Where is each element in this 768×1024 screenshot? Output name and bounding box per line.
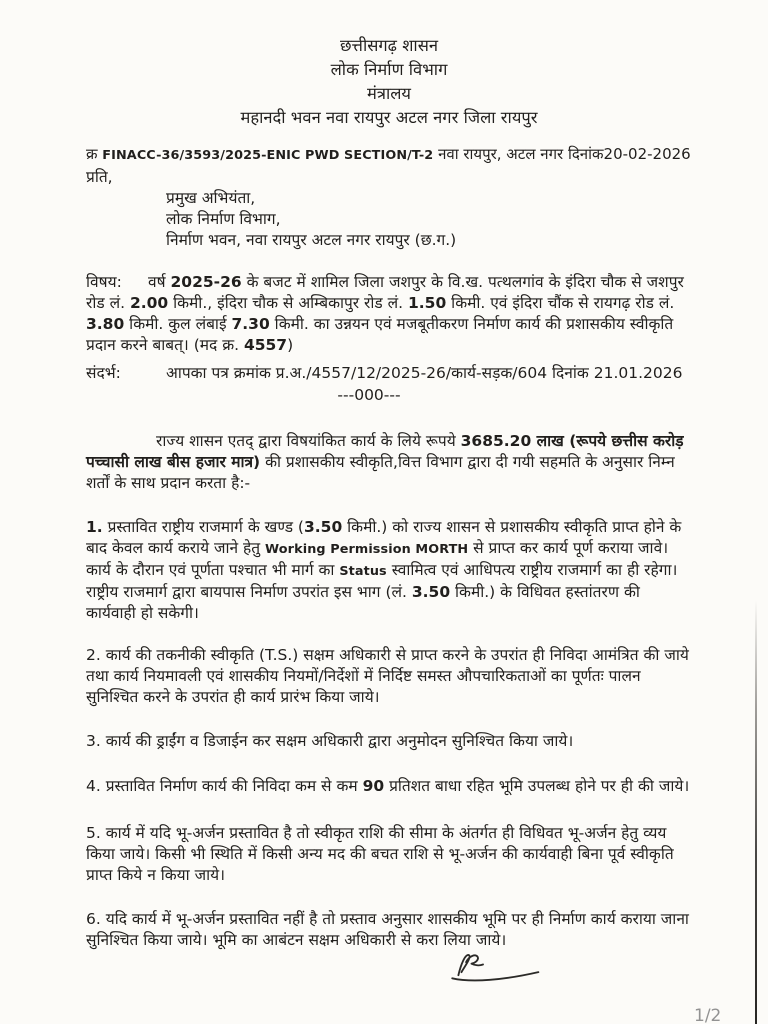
condition-paragraph-5: 5. कार्य में यदि भू-अर्जन प्रस्तावित है तो स्वीकृत राशि की सीमा के अंतर्गत ही विधिवत भू-अर्जन हेतु व्यय किया जाये। किसी भी स्थिति में किसी अन्य मद की बचत राशि से भू-अर्जन की कार्यवाही बिना पूर्व स्वीकृति प्राप्त किये न किया जाये। bbox=[86, 824, 674, 884]
condition-paragraph-6: 6. यदि कार्य में भू-अर्जन प्रस्तावित नहीं है तो प्रस्ताव अनुसार शासकीय भूमि पर ही निर्माण कार्य कराया जाना सुनिश्चित किया जाये। भूमि का आबंटन सक्षम अधिकारी से करा लिया जाये। bbox=[86, 910, 689, 949]
separator-ooo: ---000--- bbox=[337, 386, 401, 404]
condition-paragraph-1: 1. प्रस्तावित राष्ट्रीय राजमार्ग के खण्ड (3.50 किमी.) को राज्य शासन से प्रशासकीय स्वीकृति प्राप्त होने के बाद केवल कार्य कराये जाने हेतु Working Permission MORTH से प्राप्त कर कार्य पूर्ण कराया जावे। कार्य के दौरान एवं पूर्णता पश्चात भी मार्ग का Status स्वामित्व एवं आधिपत्य राष्ट्रीय राजमार्ग का ही रहेगा। राष्ट्रीय राजमार्ग द्वारा बायपास निर्माण उपरांत इस भाग (लं. 3.50 किमी.) के विधिवत हस्तांतरण की कार्यवाही हो सकेगी। bbox=[86, 518, 682, 622]
condition-paragraph-2: 2. कार्य की तकनीकी स्वीकृति (T.S.) सक्षम अधिकारी से प्राप्त करने के उपरांत ही निविदा आमंत्रित की जाये तथा कार्य नियमावली एवं शासकीय नियमों/निर्देशों में निर्दिष्ट समस्त औपचारिकताओं का पूर्णतः पालन सुनिश्चित करने के उपरांत ही कार्य प्रारंभ किया जाये। bbox=[86, 646, 689, 706]
condition-paragraph-4: 4. प्रस्तावित निर्माण कार्य की निविदा कम से कम 90 प्रतिशत बाधा रहित भूमि उपलब्ध होने पर ही की जाये। bbox=[86, 777, 690, 795]
reference-label: संदर्भ: bbox=[86, 364, 121, 382]
addressee-address: निर्माण भवन, नवा रायपुर अटल नगर रायपुर (छ.ग.) bbox=[166, 231, 457, 249]
reference-row bbox=[86, 363, 692, 384]
sanction-intro-paragraph: राज्य शासन एतद् द्वारा विषयांकित कार्य के लिये रूपये 3685.20 लाख (रूपये छत्तीस करोड़ पच्चासी लाख बीस हजार मात्र) की प्रशासकीय स्वीकृति,वित्त विभाग द्वारा दी गयी सहमति के अनुसार निम्न शर्तों के साथ प्रदान करता है:- bbox=[86, 432, 684, 492]
condition-paragraph-3: 3. कार्य की ड्राईंग व डिजाईन कर सक्षम अधिकारी द्वारा अनुमोदन सुनिश्चित किया जाये। bbox=[86, 732, 574, 750]
letterhead-department: लोक निर्माण विभाग bbox=[330, 60, 448, 79]
addressee-department: लोक निर्माण विभाग, bbox=[166, 210, 281, 228]
salutation: प्रति, bbox=[86, 168, 113, 186]
addressee-designation: प्रमुख अभियंता, bbox=[166, 189, 256, 207]
subject-row bbox=[86, 272, 692, 356]
letterhead-address: महानदी भवन नवा रायपुर अटल नगर जिला रायपुर bbox=[240, 108, 538, 127]
letterhead-ministry: मंत्रालय bbox=[366, 84, 411, 103]
subject-label: विषय: bbox=[86, 273, 122, 291]
reference-text: आपका पत्र क्रमांक प्र.अ./4557/12/2025-26/कार्य-सड़क/604 दिनांक 21.01.2026 bbox=[166, 364, 683, 382]
subject-text: वर्ष 2025-26 के बजट में शामिल जिला जशपुर के वि.ख. पत्थलगांव के इंदिरा चौक से जशपुर रोड लं. 2.00 किमी., इंदिरा चौक से अम्बिकापुर रोड लं. 1.50 किमी. एवं इंदिरा चौंक से रायगढ़ रोड लं. 3.80 किमी. कुल लंबाई 7.30 किमी. का उन्नयन एवं मजबूतीकरण निर्माण कार्य की प्रशासकीय स्वीकृति प्रदान करने बाबत्। (मद क्र. 4557) bbox=[86, 273, 684, 354]
letterhead-government: छत्तीसगढ़ शासन bbox=[339, 36, 439, 55]
addressee-block bbox=[166, 188, 692, 251]
signature-scribble bbox=[443, 942, 543, 990]
letterhead bbox=[86, 34, 692, 130]
page-number: 1/2 bbox=[694, 1006, 722, 1024]
letter-number-and-date: क्र FINACC-36/3593/2025-ENIC PWD SECTION/T-2 नवा रायपुर, अटल नगर दिनांक20-02-2026 bbox=[86, 145, 691, 163]
scan-edge-artifact bbox=[755, 600, 757, 1024]
